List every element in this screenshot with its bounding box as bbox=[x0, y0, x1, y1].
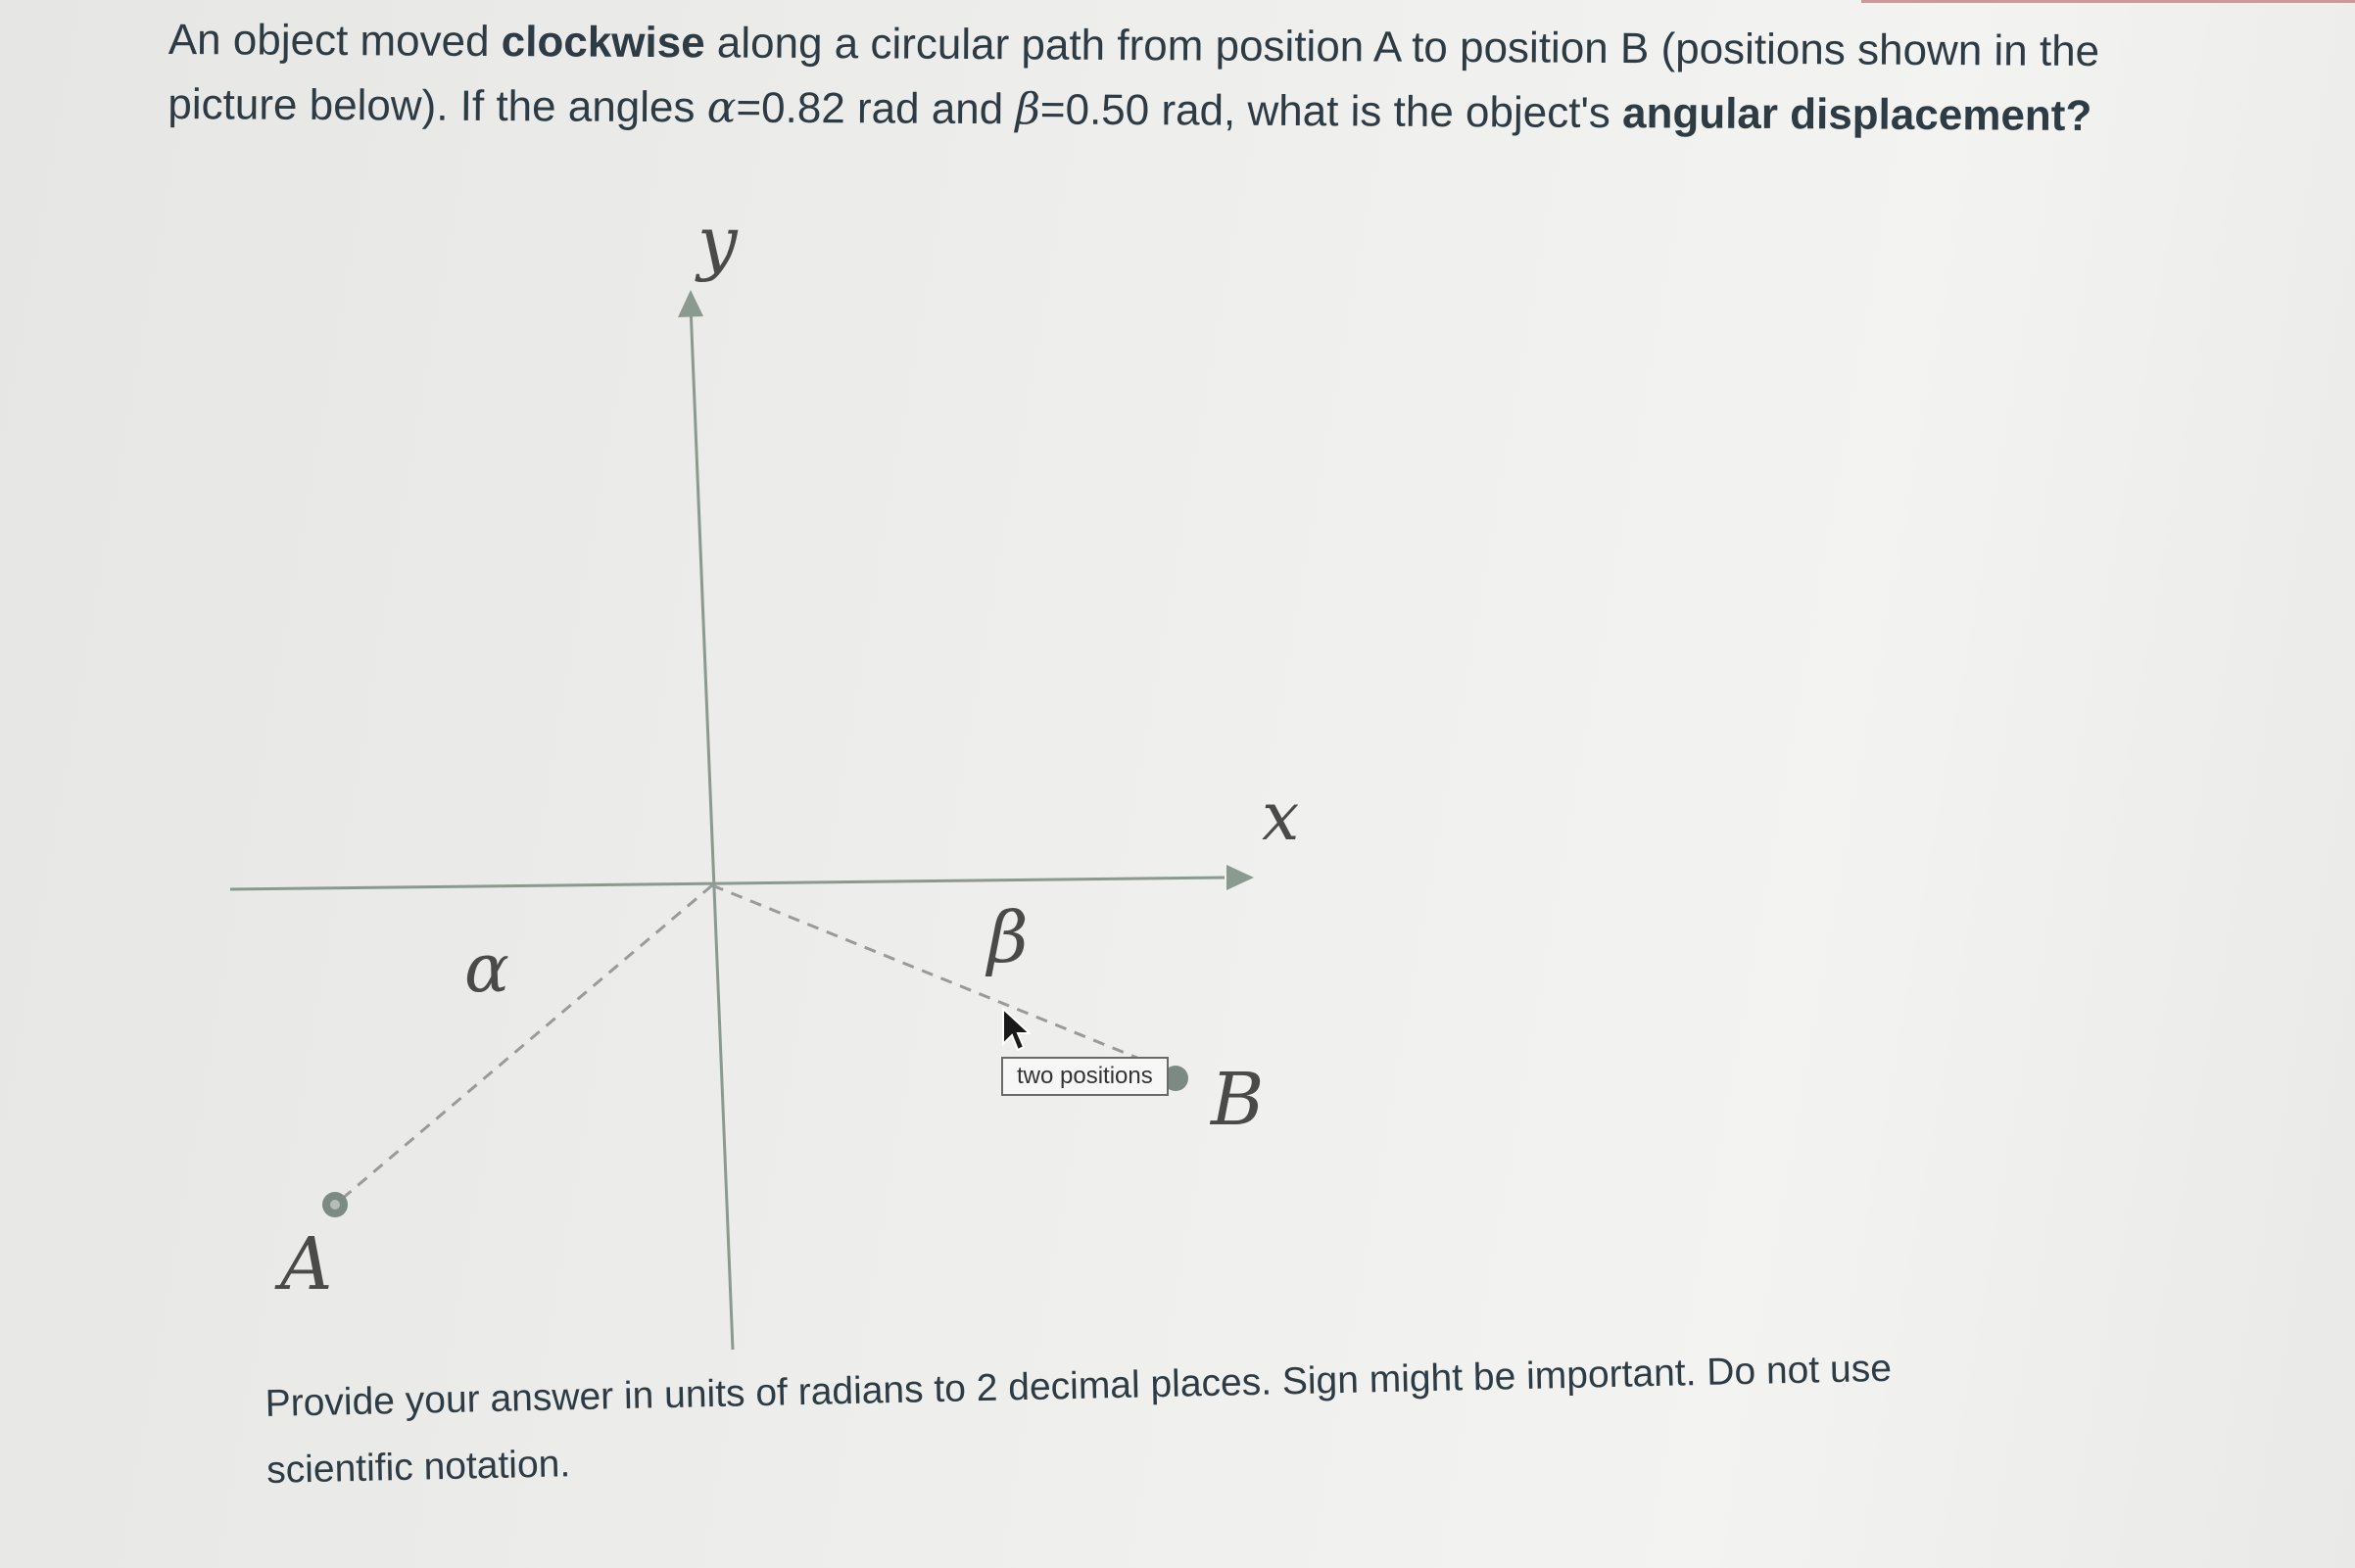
question-bold-angular-displacement: angular displacement? bbox=[1621, 89, 2092, 140]
question-alpha-symbol: α bbox=[706, 82, 737, 133]
point-a-marker-center bbox=[330, 1200, 340, 1210]
hover-tooltip: two positions bbox=[1001, 1057, 1169, 1096]
y-axis-label: y bbox=[697, 201, 738, 283]
x-axis-label: x bbox=[1262, 779, 1300, 856]
beta-label: β bbox=[987, 896, 1029, 978]
radius-to-b bbox=[712, 885, 1180, 1075]
question-part-1: An object moved bbox=[168, 15, 502, 67]
answer-instructions-line-1: Provide your answer in units of radians to 2 decimal places. Sign might be important. Do not use bbox=[264, 1347, 1893, 1425]
question-part-3: =0.82 rad and bbox=[736, 83, 1016, 134]
answer-instructions-line-2: scientific notation. bbox=[265, 1443, 571, 1492]
question-part-4: =0.50 rad, what is the object's bbox=[1039, 85, 1623, 138]
point-b-label: B bbox=[1211, 1058, 1265, 1142]
y-axis-arrow-icon bbox=[678, 290, 703, 317]
x-axis-arrow-icon bbox=[1226, 865, 1254, 890]
question-beta-symbol: β bbox=[1015, 84, 1041, 135]
y-axis bbox=[691, 306, 733, 1350]
alpha-label: α bbox=[464, 930, 509, 1008]
x-axis bbox=[230, 878, 1225, 889]
question-bold-clockwise: clockwise bbox=[501, 18, 705, 68]
point-a-label: A bbox=[280, 1222, 333, 1307]
question-part-2: along a circular path from position A to position B (positions shown in the picture below). If the angles bbox=[168, 19, 2100, 132]
mouse-pointer-icon bbox=[999, 1007, 1034, 1056]
radius-to-a bbox=[335, 885, 712, 1205]
